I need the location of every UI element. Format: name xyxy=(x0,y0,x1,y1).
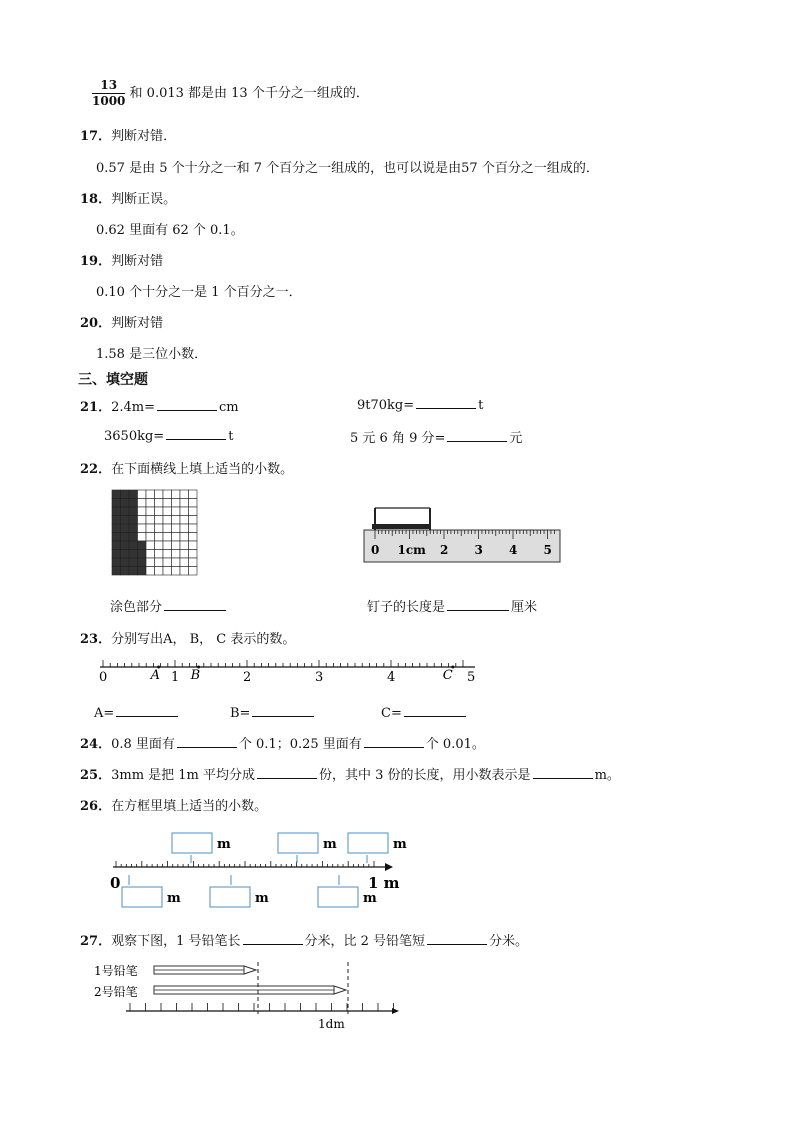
q18-number: 18． xyxy=(80,192,112,207)
grid-cell xyxy=(146,524,155,533)
answer-blank[interactable] xyxy=(177,735,237,748)
answer-box[interactable] xyxy=(348,833,388,853)
q18-title: 判断正误。 xyxy=(111,192,177,207)
point-letter: A xyxy=(150,668,160,683)
q23-answer-b xyxy=(230,704,316,721)
answer-blank[interactable] xyxy=(252,704,314,717)
grid-cell xyxy=(163,541,172,550)
grid-cell xyxy=(112,507,121,516)
answer-blank[interactable] xyxy=(416,396,476,409)
answer-blank[interactable] xyxy=(427,932,487,945)
q26-heading xyxy=(80,795,267,814)
unit-label: m xyxy=(167,891,181,906)
q17-text: 0.57 是由 5 个十分之一和 7 个百分之一组成的，也可以说是由57 个百分之一组成的． xyxy=(96,161,599,176)
answer-blank[interactable] xyxy=(364,735,424,748)
pencil2-tip xyxy=(334,986,346,994)
q20-title: 判断对错 xyxy=(111,316,164,331)
q25-text3: m。 xyxy=(594,768,620,783)
grid-cell xyxy=(155,499,164,508)
q21-a-text: 2.4m= xyxy=(111,400,155,415)
number-line-label: 4 xyxy=(387,670,396,685)
grid-cell xyxy=(180,567,189,576)
q25-text1: 3mm 是把 1m 平均分成 xyxy=(111,768,256,783)
shaded-label: 涂色部分 xyxy=(110,600,163,615)
answer-blank[interactable] xyxy=(157,398,217,411)
answer-box[interactable] xyxy=(318,887,358,907)
grid-cell xyxy=(189,541,198,550)
grid-cell xyxy=(155,550,164,559)
pencil2-label: 2号铅笔 xyxy=(94,985,138,999)
ruler-number: 3 xyxy=(474,543,483,557)
grid-cell xyxy=(172,507,181,516)
grid-cell xyxy=(146,541,155,550)
grid-cell xyxy=(163,558,172,567)
grid-cell xyxy=(121,507,130,516)
grid-cell xyxy=(129,541,138,550)
answer-blank[interactable] xyxy=(116,704,178,717)
grid-cell xyxy=(129,507,138,516)
grid-cell xyxy=(121,516,130,525)
q22-left-answer xyxy=(110,596,228,615)
section-title: 三、填空题 xyxy=(78,372,148,388)
answer-blank[interactable] xyxy=(533,766,593,779)
grid-cell xyxy=(138,499,147,508)
grid-cell xyxy=(112,524,121,533)
q21-a-unit: cm xyxy=(219,400,239,415)
number-line-label: 2 xyxy=(243,670,252,685)
grid-cell xyxy=(189,490,198,499)
grid-cell xyxy=(189,507,198,516)
grid-cell xyxy=(163,524,172,533)
grid-cell xyxy=(121,567,130,576)
grid-cell xyxy=(172,567,181,576)
fraction xyxy=(92,78,125,109)
grid-cell xyxy=(155,516,164,525)
q18-text: 0.62 里面有 62 个 0.1。 xyxy=(96,223,244,238)
q23-heading xyxy=(80,628,295,647)
grid-cell xyxy=(172,516,181,525)
number-line-label: 0 xyxy=(99,670,108,685)
q22-right-answer xyxy=(367,596,537,615)
q26-number: 26． xyxy=(80,799,112,814)
unit-label: m xyxy=(363,891,377,906)
grid-cell xyxy=(180,541,189,550)
number-line-label: 1 xyxy=(171,670,180,685)
q25-line xyxy=(80,764,620,783)
hundred-grid xyxy=(110,488,200,580)
grid-cell xyxy=(155,524,164,533)
answer-box[interactable] xyxy=(210,887,250,907)
q19-title: 判断对错 xyxy=(111,254,164,269)
q20-heading xyxy=(80,312,163,331)
q21-d-text: 5 元 6 角 9 分= xyxy=(350,431,446,446)
grid-cell xyxy=(180,499,189,508)
q21-line2b xyxy=(350,427,522,446)
q24-text2: 个 0.1；0.25 里面有 xyxy=(238,737,362,752)
a-label: A= xyxy=(94,706,115,721)
q27-text2: 分米，比 2 号铅笔短 xyxy=(304,934,426,949)
grid-cell xyxy=(112,550,121,559)
q19-heading xyxy=(80,250,163,269)
grid-cell xyxy=(129,533,138,542)
grid-cell xyxy=(138,516,147,525)
q21-line1b xyxy=(357,396,483,413)
grid-cell xyxy=(112,567,121,576)
grid-cell xyxy=(189,567,198,576)
unit-label: m xyxy=(255,891,269,906)
grid-cell xyxy=(163,550,172,559)
grid-cell xyxy=(155,490,164,499)
q21-line2a xyxy=(104,427,233,444)
grid-cell xyxy=(172,541,181,550)
meter-start-label: 0 xyxy=(110,874,121,892)
grid-cell xyxy=(121,499,130,508)
grid-cell xyxy=(138,541,147,550)
pencil-diagram xyxy=(92,958,402,1032)
q24-line xyxy=(80,733,485,752)
answer-blank[interactable] xyxy=(243,932,303,945)
grid-cell xyxy=(112,490,121,499)
grid-cell xyxy=(155,533,164,542)
grid-cell xyxy=(146,507,155,516)
grid-cell xyxy=(146,567,155,576)
ruler-number: 2 xyxy=(440,543,449,557)
point-letter: C xyxy=(442,668,453,683)
grid-cell xyxy=(112,558,121,567)
q24-text1: 0.8 里面有 xyxy=(111,737,175,752)
axis-arrow xyxy=(385,863,393,871)
q27-text1: 观察下图，1 号铅笔长 xyxy=(111,934,241,949)
grid-cell xyxy=(112,533,121,542)
unit-label: m xyxy=(393,837,407,852)
q19-text: 0.10 个十分之一是 1 个百分之一． xyxy=(96,285,302,300)
number-line-label: 5 xyxy=(467,670,476,685)
q21-d-unit: 元 xyxy=(509,431,523,446)
q16-line xyxy=(92,78,369,109)
grid-cell xyxy=(189,533,198,542)
grid-cell xyxy=(112,541,121,550)
grid-cell xyxy=(146,516,155,525)
q21-number: 21． xyxy=(80,400,112,415)
q21-c-unit: t xyxy=(228,429,234,444)
q20-text: 1.58 是三位小数． xyxy=(96,347,208,362)
ruler-number: 0 xyxy=(371,543,380,557)
grid-cell xyxy=(146,533,155,542)
grid-cell xyxy=(112,499,121,508)
nail-ruler xyxy=(362,500,562,566)
nail-body xyxy=(372,524,430,529)
answer-blank[interactable] xyxy=(447,598,509,611)
grid-cell xyxy=(138,490,147,499)
grid-cell xyxy=(172,499,181,508)
q22-heading xyxy=(80,458,293,477)
grid-cell xyxy=(189,516,198,525)
answer-box[interactable] xyxy=(122,887,162,907)
grid-cell xyxy=(163,516,172,525)
grid-cell xyxy=(138,507,147,516)
q23-number: 23． xyxy=(80,632,112,647)
grid-cell xyxy=(129,524,138,533)
grid-cell xyxy=(172,550,181,559)
dm-label: 1dm xyxy=(318,1017,345,1031)
grid-cell xyxy=(189,524,198,533)
unit-label: m xyxy=(323,837,337,852)
q17-number: 17． xyxy=(80,129,112,144)
grid-cell xyxy=(155,567,164,576)
number-line xyxy=(95,655,480,687)
grid-cell xyxy=(189,499,198,508)
number-line-label: 3 xyxy=(315,670,324,685)
grid-cell xyxy=(121,558,130,567)
decimal-meter-line xyxy=(105,825,405,915)
grid-cell xyxy=(163,507,172,516)
grid-cell xyxy=(129,516,138,525)
grid-cell xyxy=(180,516,189,525)
q22-number: 22． xyxy=(80,462,112,477)
q18-heading xyxy=(80,188,176,207)
fraction-denominator: 1000 xyxy=(92,94,126,108)
grid-cell xyxy=(121,490,130,499)
grid-cell xyxy=(146,490,155,499)
dm-axis-arrow xyxy=(392,1008,399,1014)
grid-cell xyxy=(138,524,147,533)
grid-cell xyxy=(180,490,189,499)
grid-cell xyxy=(129,558,138,567)
ruler-number: 1cm xyxy=(397,543,426,557)
q26-title: 在方框里填上适当的小数。 xyxy=(111,799,268,814)
c-label: C= xyxy=(381,706,402,721)
answer-blank[interactable] xyxy=(164,598,226,611)
answer-blank[interactable] xyxy=(447,429,507,442)
q23-answer-c xyxy=(381,704,468,721)
q21-line1a xyxy=(80,396,239,415)
grid-cell xyxy=(189,558,198,567)
grid-cell xyxy=(163,499,172,508)
meter-end-label: 1 m xyxy=(368,874,400,892)
q27-text3: 分米。 xyxy=(489,934,529,949)
grid-cell xyxy=(163,490,172,499)
grid-cell xyxy=(138,550,147,559)
q21-c-text: 3650kg= xyxy=(104,429,165,444)
answer-box[interactable] xyxy=(172,833,212,853)
grid-cell xyxy=(172,490,181,499)
grid-cell xyxy=(155,558,164,567)
answer-blank[interactable] xyxy=(166,427,226,440)
nail-label: 钉子的长度是 xyxy=(367,600,446,615)
nail-unit: 厘米 xyxy=(511,600,538,615)
grid-cell xyxy=(146,550,155,559)
grid-cell xyxy=(121,524,130,533)
grid-cell xyxy=(138,558,147,567)
grid-cell xyxy=(129,499,138,508)
point-letter: B xyxy=(190,668,201,683)
q27-number: 27． xyxy=(80,934,112,949)
ruler-number: 5 xyxy=(543,543,552,557)
q25-text2: 份，其中 3 份的长度，用小数表示是 xyxy=(319,768,531,783)
q24-number: 24． xyxy=(80,737,112,752)
grid-cell xyxy=(172,533,181,542)
grid-cell xyxy=(129,567,138,576)
q25-number: 25． xyxy=(80,768,112,783)
grid-cell xyxy=(180,550,189,559)
q17-heading xyxy=(80,125,176,144)
answer-box[interactable] xyxy=(278,833,318,853)
q23-title: 分别写出A， B， C 表示的数。 xyxy=(111,632,296,647)
q21-b-text: 9t70kg= xyxy=(357,398,415,413)
q23-answer-a xyxy=(94,704,180,721)
grid-cell xyxy=(172,524,181,533)
answer-blank[interactable] xyxy=(257,766,317,779)
q16-text: 和 0.013 都是由 13 个千分之一组成的． xyxy=(129,86,369,101)
b-label: B= xyxy=(230,706,251,721)
q21-b-unit: t xyxy=(478,398,484,413)
grid-cell xyxy=(121,541,130,550)
grid-cell xyxy=(112,516,121,525)
q17-title: 判断对错． xyxy=(111,129,177,144)
grid-cell xyxy=(121,550,130,559)
grid-cell xyxy=(180,558,189,567)
q19-number: 19． xyxy=(80,254,112,269)
grid-cell xyxy=(180,524,189,533)
grid-cell xyxy=(146,558,155,567)
grid-cell xyxy=(163,533,172,542)
grid-cell xyxy=(180,533,189,542)
grid-cell xyxy=(121,533,130,542)
fraction-numerator: 13 xyxy=(92,78,125,94)
grid-cell xyxy=(138,533,147,542)
grid-cell xyxy=(163,567,172,576)
grid-cell xyxy=(146,499,155,508)
grid-cell xyxy=(129,550,138,559)
pencil1-label: 1号铅笔 xyxy=(94,964,138,978)
ruler-number: 4 xyxy=(509,543,518,557)
grid-cell xyxy=(189,550,198,559)
q20-number: 20． xyxy=(80,316,112,331)
answer-blank[interactable] xyxy=(404,704,466,717)
q27-line xyxy=(80,930,528,949)
grid-cell xyxy=(172,558,181,567)
q22-title: 在下面横线上填上适当的小数。 xyxy=(111,462,294,477)
q24-text3: 个 0.01。 xyxy=(425,737,485,752)
grid-cell xyxy=(138,567,147,576)
grid-cell xyxy=(180,507,189,516)
grid-cell xyxy=(129,490,138,499)
grid-cell xyxy=(155,541,164,550)
grid-cell xyxy=(155,507,164,516)
unit-label: m xyxy=(217,837,231,852)
pencil1-tip xyxy=(244,966,256,974)
